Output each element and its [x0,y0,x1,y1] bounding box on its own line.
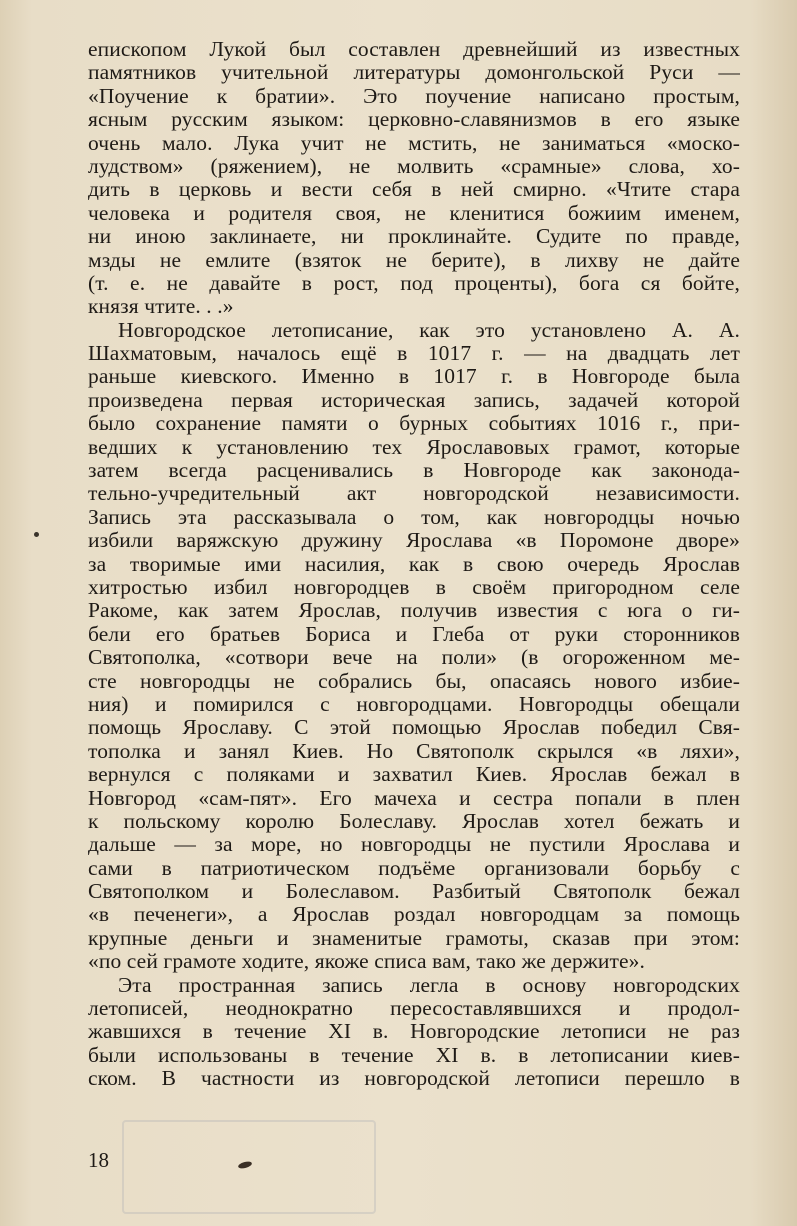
text-line: Шахматовым, началось ещё в 1017 г. — на двадцать лет [88,341,740,366]
faint-library-stamp [122,1120,376,1214]
text-line: ния) и помирился с новгородцами. Новгородцы обещали [88,691,740,716]
text-line: «по сей грамоте ходите, якоже списа вам, тако же держите». [88,949,645,974]
text-line: дальше — за море, но новгородцы не пустили Ярослава и [88,832,740,857]
text-line: князя чтите. . .» [88,294,234,319]
text-line: ясным русским языком: церковно-славянизмов в его языке [88,107,740,132]
text-line: ведших к установлению тех Ярославовых грамот, которые [88,434,740,459]
paragraph-first-line: Новгородское летописание, как это установлено А. А. [118,317,740,342]
text-line: произведена первая историческая запись, задачей которой [88,387,740,412]
text-line: (т. е. не давайте в рост, под проценты), бога ся бойте, [88,270,740,295]
paragraph-first-line: Эта пространная запись легла в основу новгородских [118,972,740,997]
text-line: за творимые ими насилия, как в свою очередь Ярослав [88,551,740,576]
text-line: очень мало. Лука учит не мстить, не заниматься «моско- [88,130,740,155]
text-line: «в печенеги», а Ярослав роздал новгородцам за помощь [88,902,740,927]
text-line: Новгород «сам-пят». Его мачеха и сестра попали в плен [88,785,740,810]
text-line: летописей, неоднократно пересоставлявшихся и продол- [88,996,740,1021]
text-line: ском. В частности из новгородской летописи перешло в [88,1066,740,1091]
text-line: Святополком и Болеславом. Разбитый Святополк бежал [88,879,740,904]
text-line: было сохранение памяти о бурных событиях 1016 г., при- [88,411,740,436]
text-line: тельно-учредительный акт новгородской независимости. [88,481,740,506]
text-line: дить в церковь и вести себя в ней смирно. «Чтите стара [88,177,740,202]
page-number: 18 [88,1148,109,1172]
text-line: лудством» (ряжением), не молвить «срамные» слова, хо- [88,153,740,178]
text-line: вернулся с поляками и захватил Киев. Ярослав бежал в [88,762,740,787]
text-line: избили варяжскую дружину Ярослава «в Поромоне дворе» [88,528,740,553]
text-line: сте новгородцы не собрались бы, опасаясь нового избие- [88,668,740,693]
text-line: жавшихся в течение XI в. Новгородские летописи не раз [88,1019,740,1044]
text-line: раньше киевского. Именно в 1017 г. в Новгороде была [88,364,740,389]
text-line: человека и родителя своя, не кленитися божиим именем, [88,200,740,225]
text-line: тополка и занял Киев. Но Святополк скрылся «в ляхи», [88,738,740,763]
text-line: Святополка, «сотвори вече на поли» (в огороженном ме- [88,645,740,670]
text-line: памятников учительной литературы домонгольской Руси — [88,60,740,85]
text-line: крупные деньги и знаменитые грамоты, сказав при этом: [88,925,740,950]
text-line: затем всегда расценивались в Новгороде как законода- [88,458,740,483]
text-line: «Поучение к братии». Это поучение написано простым, [88,83,740,108]
text-line: Ракоме, как затем Ярослав, получив известия с юга о ги- [88,598,740,623]
text-line: помощь Ярославу. С этой помощью Ярослав победил Свя- [88,715,740,740]
margin-ink-dot [34,532,39,537]
text-line: Запись эта рассказывала о том, как новгородцы ночью [88,504,740,529]
text-line: были использованы в течение XI в. в летописании киев- [88,1042,740,1067]
text-line: епископом Лукой был составлен древнейший из известных [88,37,740,61]
text-line: мзды не емлите (взяток не берите), в лихву не дайте [88,247,740,272]
body-text [88,38,740,1091]
text-line: к польскому королю Болеславу. Ярослав хотел бежать и [88,808,740,833]
text-line: бели его братьев Бориса и Глеба от руки сторонников [88,621,740,646]
text-line: ни иною заклинаете, ни проклинайте. Судите по правде, [88,224,740,249]
text-line: хитростью избил новгородцев в своём пригородном селе [88,574,740,599]
text-line: сами в патриотическом подъёме организовали борьбу с [88,855,740,880]
